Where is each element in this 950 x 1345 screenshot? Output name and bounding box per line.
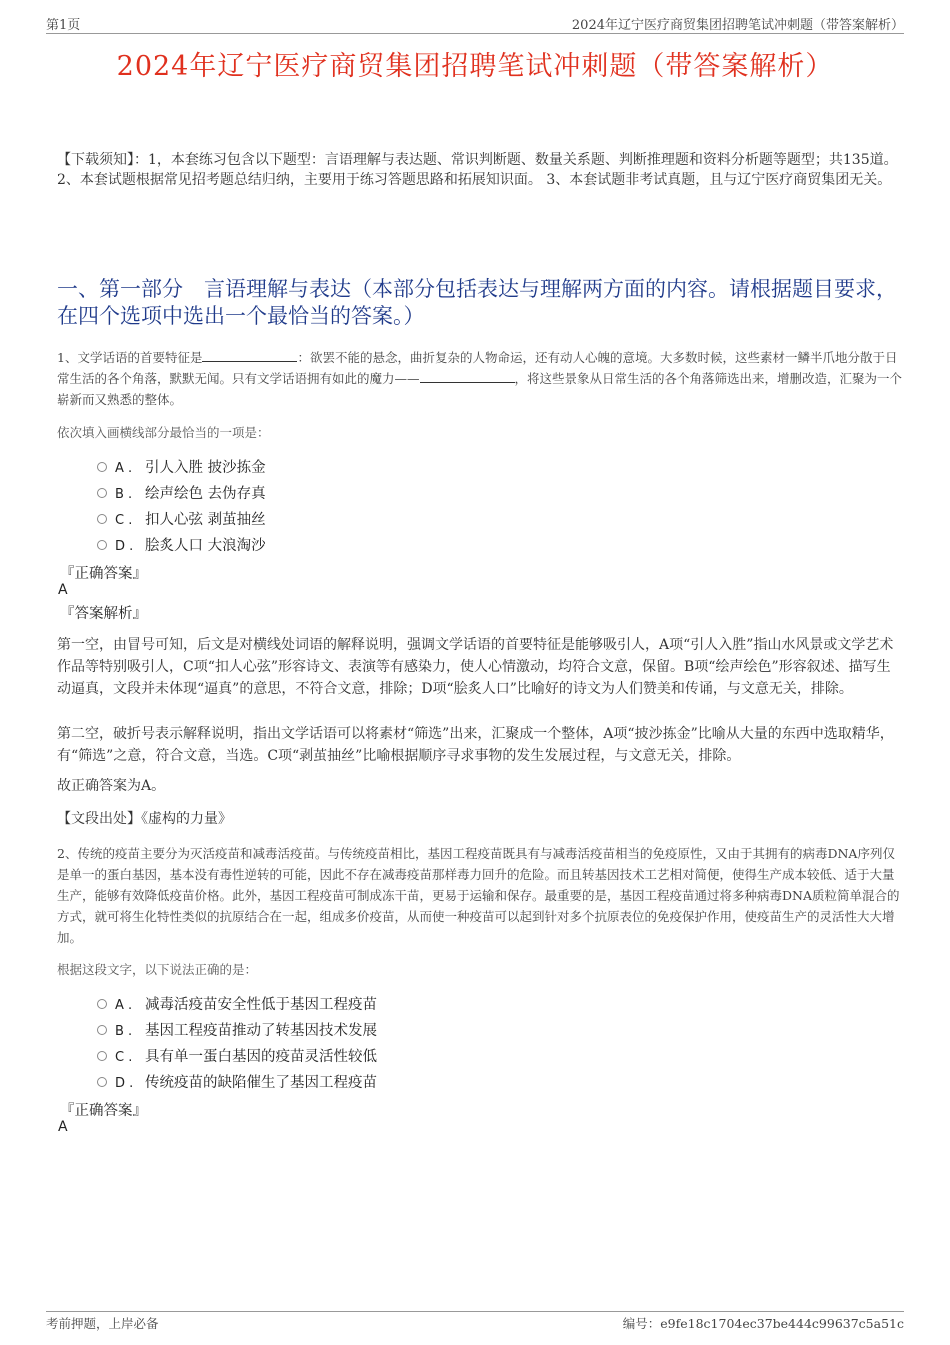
- header-doc-title: 2024年辽宁医疗商贸集团招聘笔试冲刺题（带答案解析）: [571, 18, 904, 33]
- q1-analysis-paragraph-3: 故正确答案为A。: [57, 778, 166, 794]
- radio-icon[interactable]: [97, 540, 107, 550]
- download-notice: 【下载须知】：1，本套练习包含以下题型：言语理解与表达题、常识判断题、数量关系题、判断推理题和资料分析题等题型；共135道。 2、本套试题根据常见招考题总结归纳，主要用于练习答题思路和拓展知识面。 3、本套试题非考试真题，且与辽宁医疗商贸集团无关。: [57, 152, 898, 188]
- radio-icon[interactable]: [97, 1051, 107, 1061]
- q2-answer: A: [58, 1119, 68, 1135]
- q1-option-c[interactable]: C . 扣人心弦 剥茧抽丝: [97, 508, 266, 528]
- q1-option-a[interactable]: A . 引人入胜 披沙拣金: [97, 456, 266, 476]
- q1-blank-1: [202, 348, 297, 362]
- question-2-text: 2、传统的疫苗主要分为灭活疫苗和减毒活疫苗。与传统疫苗相比，基因工程疫苗既具有与减毒活疫苗相当的免疫原性，又由于其拥有的病毒DNA序列仅是单一的蛋白基因，基本没有毒性逆转的可能，因此不存在减毒疫苗那样毒力回升的危险。而且转基因技术工艺相对简便，使得生产成本较低、适于大量生产，能够有效降低疫苗价格。此外，基因工程疫苗可制成冻干苗，更易于运输和保存。最重要的是，基因工程疫苗通过将多种病毒DNA质粒简单混合的方式，就可将生化特性类似的抗原结合在一起，组成多价疫苗，从而使一种疫苗可以起到针对多个抗原表位的免疫保护作用，使疫苗生产的灵活性大大增加。: [57, 846, 900, 945]
- radio-icon[interactable]: [97, 1025, 107, 1035]
- page-number: 第1页: [46, 18, 81, 33]
- q2-option-d[interactable]: D . 传统疫苗的缺陷催生了基因工程疫苗: [97, 1071, 377, 1091]
- section-heading: 一、第一部分 言语理解与表达（本部分包括表达与理解两方面的内容。请根据题目要求，在四个选项中选出一个最恰当的答案。）: [57, 277, 897, 328]
- radio-icon[interactable]: [97, 514, 107, 524]
- q1-answer: A: [58, 582, 68, 598]
- header-divider: [46, 33, 904, 34]
- footer-slogan: 考前押题，上岸必备: [46, 1316, 159, 1331]
- q1-text-part-a: 1、文学话语的首要特征是: [57, 350, 203, 365]
- footer-divider: [46, 1311, 904, 1312]
- radio-icon[interactable]: [97, 488, 107, 498]
- page-header: [46, 14, 904, 34]
- footer-doc-id: 编号：e9fe18c1704ec37be444c99637c5a51c: [622, 1316, 904, 1331]
- radio-icon[interactable]: [97, 999, 107, 1009]
- q1-option-b[interactable]: B . 绘声绘色 去伪存真: [97, 482, 266, 502]
- q2-prompt: 根据这段文字，以下说法正确的是：: [57, 962, 258, 977]
- radio-icon[interactable]: [97, 1077, 107, 1087]
- q1-source: 【文段出处】《虚构的力量》: [57, 811, 232, 827]
- q1-analysis-label: 『答案解析』: [60, 606, 147, 622]
- q2-option-b[interactable]: B . 基因工程疫苗推动了转基因技术发展: [97, 1019, 377, 1039]
- q1-blank-2: [420, 369, 515, 383]
- question-1-text: [57, 347, 903, 410]
- q1-prompt: 依次填入画横线部分最恰当的一项是：: [57, 425, 270, 440]
- q2-option-c[interactable]: C . 具有单一蛋白基因的疫苗灵活性较低: [97, 1045, 377, 1065]
- q1-answer-label: 『正确答案』: [60, 566, 147, 582]
- radio-icon[interactable]: [97, 462, 107, 472]
- q1-analysis-paragraph-2: 第二空，破折号表示解释说明，指出文学话语可以将素材“筛选”出来，汇聚成一个整体，A项“披沙拣金”比喻从大量的东西中选取精华，有“筛选”之意，符合文意，当选。C项“剥茧抽丝”比喻根据顺序寻求事物的发生发展过程，与文意无关，排除。: [57, 726, 894, 764]
- q1-text-part-c: ，将这些景象从日常生活的各个角落筛选出来，增删改造，汇聚为一个崭新而又熟悉的整体。: [57, 371, 903, 407]
- page-title: 2024年辽宁医疗商贸集团招聘笔试冲刺题（带答案解析）: [116, 51, 834, 82]
- q2-option-a[interactable]: A . 减毒活疫苗安全性低于基因工程疫苗: [97, 993, 377, 1013]
- q1-analysis-paragraph-1: 第一空，由冒号可知，后文是对横线处词语的解释说明，强调文学话语的首要特征是能够吸引人，A项“引人入胜”指山水风景或文学艺术作品等特别吸引人，C项“扣人心弦”形容诗文、表演等有感染力，使人心情激动，均符合文意，保留。B项“绘声绘色”形容叙述、描写生动逼真，文段并未体现“逼真”的意思，不符合文意，排除；D项“脍炙人口”比喻好的诗文为人们赞美和传诵，与文意无关，排除。: [57, 637, 894, 697]
- q1-text-part-b: ：欲罢不能的悬念，曲折复杂的人物命运，还有动人心魄的意境。大多数时候，这些素材一鳞半爪地分散于日常生活的各个角落，默默无闻。只有文学话语拥有如此的魔力——: [57, 350, 898, 386]
- q2-answer-label: 『正确答案』: [60, 1103, 147, 1119]
- q1-option-d[interactable]: D . 脍炙人口 大浪淘沙: [97, 534, 266, 554]
